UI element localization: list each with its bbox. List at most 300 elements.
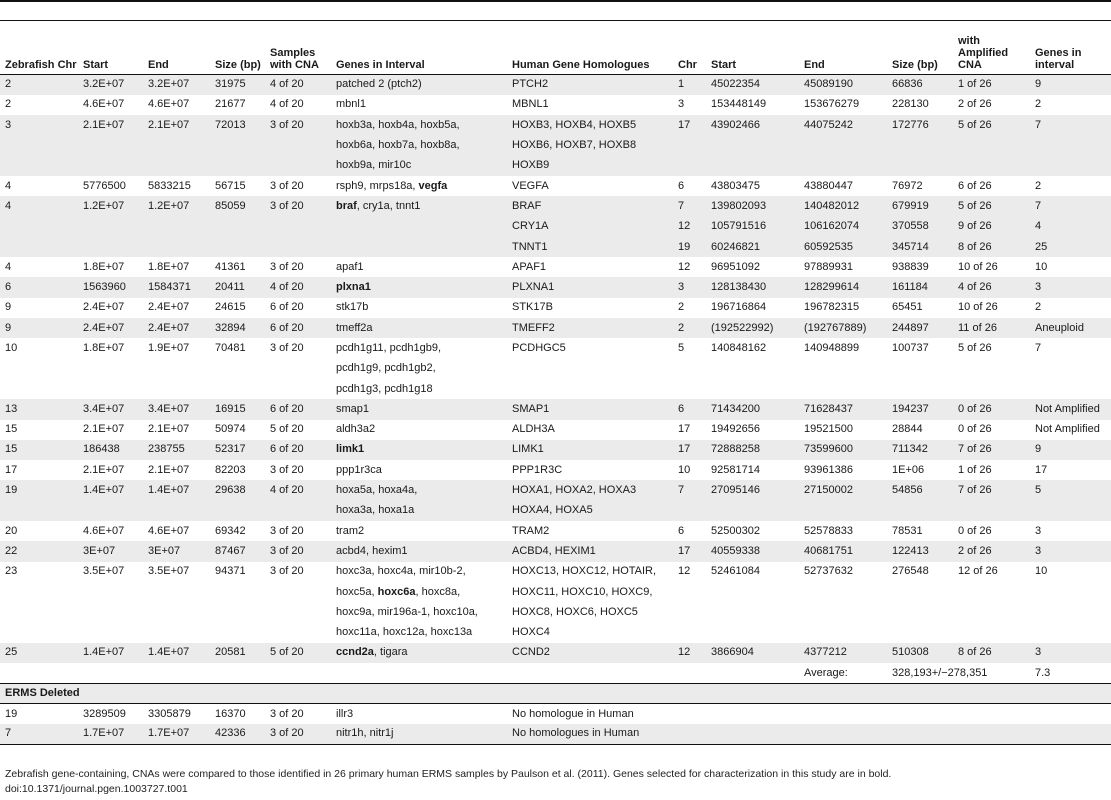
table-cell	[799, 582, 887, 602]
section-row-erms-deleted	[0, 683, 1111, 703]
table-cell: 15	[5, 423, 18, 436]
table-cell	[953, 602, 1030, 622]
table-cell	[143, 663, 210, 683]
table-cell: 56715	[215, 179, 246, 192]
table-cell: 2	[1035, 179, 1042, 192]
table-cell	[507, 663, 673, 683]
table-cell: 6 of 20	[265, 399, 331, 419]
col-human-genes-in-interval: Genes in interval	[1030, 21, 1111, 75]
table-cell: 0 of 26	[953, 399, 1030, 419]
table-cell: 27150002	[799, 480, 887, 500]
table-cell: 1.2E+07	[143, 196, 210, 216]
table-cell: 4	[5, 260, 12, 273]
table-cell: 4.6E+07	[83, 98, 125, 111]
table-cell: 3	[1030, 643, 1111, 663]
table-cell: 52578833	[804, 524, 853, 537]
table-footnote	[5, 767, 1105, 797]
table-cell: 29638	[210, 480, 265, 500]
table-row	[0, 501, 1111, 521]
col-start: Start	[78, 21, 143, 75]
table-cell: 1584371	[143, 277, 210, 297]
table-cell: 52317	[210, 440, 265, 460]
table-cell	[331, 196, 507, 216]
table-cell	[706, 135, 799, 155]
table-cell: 60246821	[706, 237, 799, 257]
table-cell: hoxb3a, hoxb4a, hoxb5a,	[331, 115, 507, 135]
table-cell: 19	[0, 480, 78, 500]
table-cell: 71434200	[706, 399, 799, 419]
table-cell	[953, 156, 1030, 176]
table-cell: 105791516	[706, 217, 799, 237]
table-row	[0, 460, 1111, 480]
table-cell: 6	[678, 524, 685, 537]
table-cell: 2.1E+07	[83, 463, 125, 476]
table-cell: 21677	[215, 98, 246, 111]
table-row	[0, 521, 1111, 541]
table-cell: 2	[1035, 301, 1042, 314]
table-cell: 9	[1030, 440, 1111, 460]
table-cell: 17	[5, 463, 18, 476]
table-cell	[331, 237, 507, 257]
table-cell	[507, 379, 673, 399]
table-cell	[265, 582, 331, 602]
table-cell	[210, 602, 265, 622]
table-cell: 2	[0, 75, 78, 95]
table-cell	[265, 237, 331, 257]
table-cell: 42336	[210, 724, 265, 744]
table-row	[0, 196, 1111, 216]
table-cell: 25	[1030, 237, 1111, 257]
table-cell	[673, 359, 706, 379]
table-cell: 4	[0, 196, 78, 216]
table-cell	[673, 623, 706, 643]
col-end: End	[143, 21, 210, 75]
table-cell: apaf1	[336, 260, 364, 273]
table-cell: 3	[673, 277, 706, 297]
table-cell	[143, 217, 210, 237]
col-zebrafish-chr: Zebrafish Chr	[0, 21, 78, 75]
table-cell: 43902466	[706, 115, 799, 135]
table-cell: 1.8E+07	[83, 342, 125, 354]
table-cell: mbnl1	[336, 98, 366, 111]
table-row	[0, 75, 1111, 95]
table-cell: 106162074	[799, 217, 887, 237]
highlighted-gene: braf	[336, 199, 357, 212]
table-cell: TNNT1	[507, 237, 673, 257]
table-cell: PLXNA1	[507, 277, 673, 297]
table-cell: 3 of 20	[265, 196, 331, 216]
table-row	[0, 704, 1111, 724]
table-cell: 1 of 26	[953, 75, 1030, 95]
table-cell: 13	[0, 399, 78, 419]
table-cell: 24615	[215, 301, 246, 314]
table-cell	[706, 663, 799, 683]
table-cell: 43803475	[711, 179, 760, 192]
top-rule	[0, 0, 1111, 2]
table-cell: TRAM2	[512, 524, 550, 537]
table-cell: 8 of 26	[953, 237, 1030, 257]
table-cell: 12	[678, 565, 691, 578]
table-cell	[78, 501, 143, 521]
table-cell: acbd4, hexim1	[331, 541, 507, 561]
table-cell: 328,193+/−278,351	[892, 666, 988, 679]
table-cell	[706, 602, 799, 622]
table-row	[0, 95, 1111, 115]
table-cell: 140948899	[804, 342, 860, 354]
table-cell: LIMK1	[507, 440, 673, 460]
table-cell: 2.4E+07	[143, 318, 210, 338]
table-cell	[799, 602, 887, 622]
table-cell	[265, 379, 331, 399]
table-cell: 3 of 20	[270, 342, 304, 354]
table-cell: 3289509	[83, 707, 126, 720]
table-cell	[706, 359, 799, 379]
highlighted-gene: vegfa	[418, 179, 448, 192]
table-cell: HOXB9	[507, 156, 673, 176]
table-cell: 20581	[210, 643, 265, 663]
table-cell: pcdh1g9, pcdh1gb2,	[336, 362, 436, 375]
table-cell: 3 of 20	[265, 541, 331, 561]
table-cell: 27095146	[706, 480, 799, 500]
table-cell: 3866904	[706, 643, 799, 663]
table-cell: 76972	[892, 179, 923, 192]
table-cell: 12	[673, 643, 706, 663]
table-cell	[143, 135, 210, 155]
col-samples-with-cna: Samples with CNA	[265, 21, 331, 75]
table-cell: 25	[0, 643, 78, 663]
table-cell: ppp1r3ca	[336, 463, 382, 476]
table-cell: 73599600	[799, 440, 887, 460]
table-cell: SMAP1	[507, 399, 673, 419]
table-cell	[78, 135, 143, 155]
table-cell: 3	[678, 98, 685, 111]
table-cell: 10 of 26	[958, 260, 998, 273]
table-cell: 4	[5, 179, 12, 192]
table-cell	[331, 440, 507, 460]
table-cell	[265, 602, 331, 622]
table-cell: 276548	[892, 565, 929, 578]
table-cell: Aneuploid	[1030, 318, 1111, 338]
table-cell: MBNL1	[512, 98, 549, 111]
table-cell: 20411	[210, 277, 265, 297]
table-cell: 128138430	[706, 277, 799, 297]
table-cell: 711342	[887, 440, 953, 460]
table-cell: 17	[673, 440, 706, 460]
gene-text: , hoxc8a,	[415, 585, 461, 598]
table-cell: tram2	[336, 524, 365, 537]
table-row	[0, 643, 1111, 663]
table-cell: 6 of 20	[265, 440, 331, 460]
table-cell	[799, 135, 887, 155]
table-cell: 9	[0, 318, 78, 338]
table-cell: HOXC13, HOXC12, HOTAIR,	[512, 565, 657, 578]
table-cell: 1563960	[78, 277, 143, 297]
table-cell	[1030, 501, 1111, 521]
col-genes-in-interval: Genes in Interval	[331, 21, 507, 75]
table-cell: 7	[1030, 196, 1111, 216]
table-cell: 10	[1035, 565, 1048, 578]
table-cell: 1	[673, 75, 706, 95]
table-row	[0, 663, 1111, 683]
table-cell: HOXB3, HOXB4, HOXB5	[507, 115, 673, 135]
table-cell: 5	[1030, 480, 1111, 500]
table-cell: 3 of 20	[265, 724, 331, 744]
table-cell	[673, 379, 706, 399]
table-cell: 66836	[887, 75, 953, 95]
table-cell: 7	[1030, 115, 1111, 135]
table-cell: tmeff2a	[331, 318, 507, 338]
table-row	[0, 379, 1111, 399]
table-cell: hoxa5a, hoxa4a,	[331, 480, 507, 500]
table-cell	[210, 217, 265, 237]
table-cell	[673, 724, 706, 744]
table-cell: 3	[1030, 277, 1111, 297]
table-cell: 5 of 26	[958, 342, 992, 354]
table-cell: No homologue in Human	[512, 707, 634, 720]
table-cell	[210, 663, 265, 683]
table-cell: HOXA1, HOXA2, HOXA3	[507, 480, 673, 500]
table-cell: 2.1E+07	[83, 423, 125, 436]
table-cell: Not Amplified	[1030, 399, 1111, 419]
table-row	[0, 562, 1111, 582]
table-cell: CCND2	[507, 643, 673, 663]
table-cell: 4 of 20	[265, 75, 331, 95]
table-cell	[143, 623, 210, 643]
table-cell: 3 of 20	[270, 463, 304, 476]
table-cell	[0, 663, 78, 683]
table-cell: 2	[1035, 98, 1042, 111]
table-cell: 345714	[887, 237, 953, 257]
table-cell: 97889931	[804, 260, 853, 273]
table-cell: 31975	[210, 75, 265, 95]
table-cell	[210, 623, 265, 643]
table-cell	[1030, 156, 1111, 176]
table-cell: 1E+06	[892, 463, 925, 476]
table-cell	[0, 217, 78, 237]
table-cell: 6	[678, 179, 685, 192]
table-cell: 140482012	[799, 196, 887, 216]
table-cell: 3.5E+07	[83, 565, 125, 578]
table-cell	[706, 156, 799, 176]
table-cell: 5 of 20	[270, 423, 304, 436]
table-cell: 2	[673, 318, 706, 338]
table-cell: 2.1E+07	[148, 423, 190, 436]
table-cell	[265, 217, 331, 237]
table-cell: 3	[1030, 541, 1111, 561]
footnote-doi: doi:10.1371/journal.pgen.1003727.t001	[5, 783, 188, 795]
table-cell	[887, 602, 953, 622]
table-cell: 19521500	[804, 423, 853, 436]
table-cell: 54856	[887, 480, 953, 500]
table-cell: 10 of 26	[958, 301, 998, 314]
table-cell	[0, 237, 78, 257]
header-row	[0, 21, 1111, 75]
table-row	[0, 541, 1111, 561]
table-cell: TMEFF2	[507, 318, 673, 338]
table-cell	[673, 663, 706, 683]
table-cell: 16915	[210, 399, 265, 419]
table-cell: stk17b	[336, 301, 369, 314]
table-cell: 5	[678, 342, 685, 354]
table-cell: 19492656	[711, 423, 760, 436]
table-row	[0, 602, 1111, 622]
table-cell	[953, 704, 1030, 724]
table-cell: 3.4E+07	[143, 399, 210, 419]
table-cell	[887, 623, 953, 643]
table-cell: 370558	[887, 217, 953, 237]
table-cell: 3 of 20	[270, 179, 304, 192]
table-cell: APAF1	[512, 260, 547, 273]
table-cell: 6	[0, 277, 78, 297]
table-cell: 100737	[892, 342, 929, 354]
table-cell: 161184	[887, 277, 953, 297]
table-cell: 41361	[215, 260, 246, 273]
table-cell: 10	[5, 342, 18, 354]
table-cell: Average:	[804, 666, 848, 679]
table-cell: 1.4E+07	[143, 643, 210, 663]
table-cell: hoxa3a, hoxa1a	[331, 501, 507, 521]
table-cell	[331, 176, 507, 196]
table-cell	[265, 663, 331, 683]
table-cell: 194237	[887, 399, 953, 419]
table-cell: 172776	[887, 115, 953, 135]
col-size: Size (bp)	[210, 21, 265, 75]
table-cell: 5776500	[83, 179, 126, 192]
table-cell: 938839	[892, 260, 929, 273]
table-cell	[953, 135, 1030, 155]
cna-table	[0, 20, 1111, 745]
table-cell: 9	[1030, 75, 1111, 95]
table-cell	[887, 704, 953, 724]
table-cell	[887, 582, 953, 602]
table-cell: 1.4E+07	[78, 643, 143, 663]
table-cell: 9	[5, 301, 12, 314]
table-cell	[1030, 379, 1111, 399]
table-cell	[143, 379, 210, 399]
table-cell	[265, 359, 331, 379]
table-cell: hoxc11a, hoxc12a, hoxc13a	[336, 626, 473, 639]
table-cell: 9 of 26	[953, 217, 1030, 237]
table-cell: 1.4E+07	[143, 480, 210, 500]
table-cell	[210, 582, 265, 602]
table-cell: 244897	[887, 318, 953, 338]
col-human-chr: Chr	[673, 21, 706, 75]
col-human-homologues: Human Gene Homologues	[507, 21, 673, 75]
table-row	[0, 318, 1111, 338]
table-cell	[331, 643, 507, 663]
table-cell: 5 of 20	[265, 643, 331, 663]
table-cell	[78, 623, 143, 643]
table-cell: 3.2E+07	[143, 75, 210, 95]
table-cell: 3.2E+07	[78, 75, 143, 95]
table-cell: 12	[678, 260, 691, 273]
table-cell: nitr1h, nitr1j	[331, 724, 507, 744]
table-cell	[1030, 582, 1111, 602]
table-cell	[0, 359, 78, 379]
table-cell: 87467	[210, 541, 265, 561]
table-row	[0, 440, 1111, 460]
table-cell	[799, 501, 887, 521]
gene-text: , cry1a, tnnt1	[356, 199, 421, 212]
table-cell	[1030, 704, 1111, 724]
table-cell	[673, 704, 706, 724]
table-cell: 4.6E+07	[83, 524, 125, 537]
table-row	[0, 338, 1111, 358]
table-cell: 78531	[892, 524, 923, 537]
table-cell: 12	[673, 217, 706, 237]
table-cell: 4 of 20	[265, 277, 331, 297]
table-cell: 6 of 20	[265, 318, 331, 338]
table-cell: 40559338	[706, 541, 799, 561]
table-cell: 1.7E+07	[78, 724, 143, 744]
table-cell	[706, 379, 799, 399]
table-cell	[143, 602, 210, 622]
table-cell: 3 of 20	[270, 707, 304, 720]
table-row	[0, 257, 1111, 277]
table-cell: 19	[673, 237, 706, 257]
table-cell: 4 of 20	[270, 98, 304, 111]
table-cell	[887, 379, 953, 399]
table-cell	[673, 501, 706, 521]
table-cell: 82203	[215, 463, 246, 476]
table-cell: 7 of 26	[953, 440, 1030, 460]
table-cell	[78, 663, 143, 683]
table-cell: 28844	[892, 423, 923, 436]
table-cell	[1030, 135, 1111, 155]
table-cell	[799, 156, 887, 176]
table-cell: 139802093	[706, 196, 799, 216]
table-cell	[887, 501, 953, 521]
table-cell: PCDHGC5	[512, 342, 566, 354]
table-cell: 510308	[887, 643, 953, 663]
table-row	[0, 359, 1111, 379]
table-cell	[143, 582, 210, 602]
table-cell	[331, 582, 507, 602]
table-cell: 2.4E+07	[148, 301, 190, 314]
table-cell: 23	[5, 565, 18, 578]
table-cell: hoxc9a, mir196a-1, hoxc10a,	[336, 605, 478, 618]
table-cell: 2.4E+07	[83, 301, 125, 314]
table-cell	[953, 359, 1030, 379]
table-cell: 4377212	[799, 643, 887, 663]
table-cell	[78, 237, 143, 257]
table-cell: 2.1E+07	[78, 115, 143, 135]
table-cell: 2	[678, 301, 685, 314]
table-cell: 7	[673, 196, 706, 216]
table-cell: 20	[5, 524, 18, 537]
table-cell	[887, 135, 953, 155]
table-row	[0, 724, 1111, 744]
table-cell: 3.5E+07	[148, 565, 190, 578]
table-cell: hoxc3a, hoxc4a, mir10b-2,	[336, 565, 466, 578]
table-cell: hoxb9a, mir10c	[331, 156, 507, 176]
table-cell: 0 of 26	[958, 524, 992, 537]
table-cell: 3 of 20	[270, 524, 304, 537]
table-cell: 7	[1035, 342, 1042, 354]
table-cell: 153448149	[711, 98, 767, 111]
table-cell: 186438	[78, 440, 143, 460]
table-row	[0, 237, 1111, 257]
table-cell: 6 of 20	[270, 301, 304, 314]
table-row	[0, 399, 1111, 419]
col-amplified-cna: with Amplified CNA	[953, 21, 1030, 75]
table-cell: 2.1E+07	[148, 463, 190, 476]
table-cell: 4.6E+07	[148, 98, 190, 111]
table-cell: HOXC4	[512, 626, 550, 639]
table-cell: 3	[1035, 524, 1042, 537]
table-cell: 10	[678, 463, 691, 476]
table-cell: 52461084	[711, 565, 760, 578]
